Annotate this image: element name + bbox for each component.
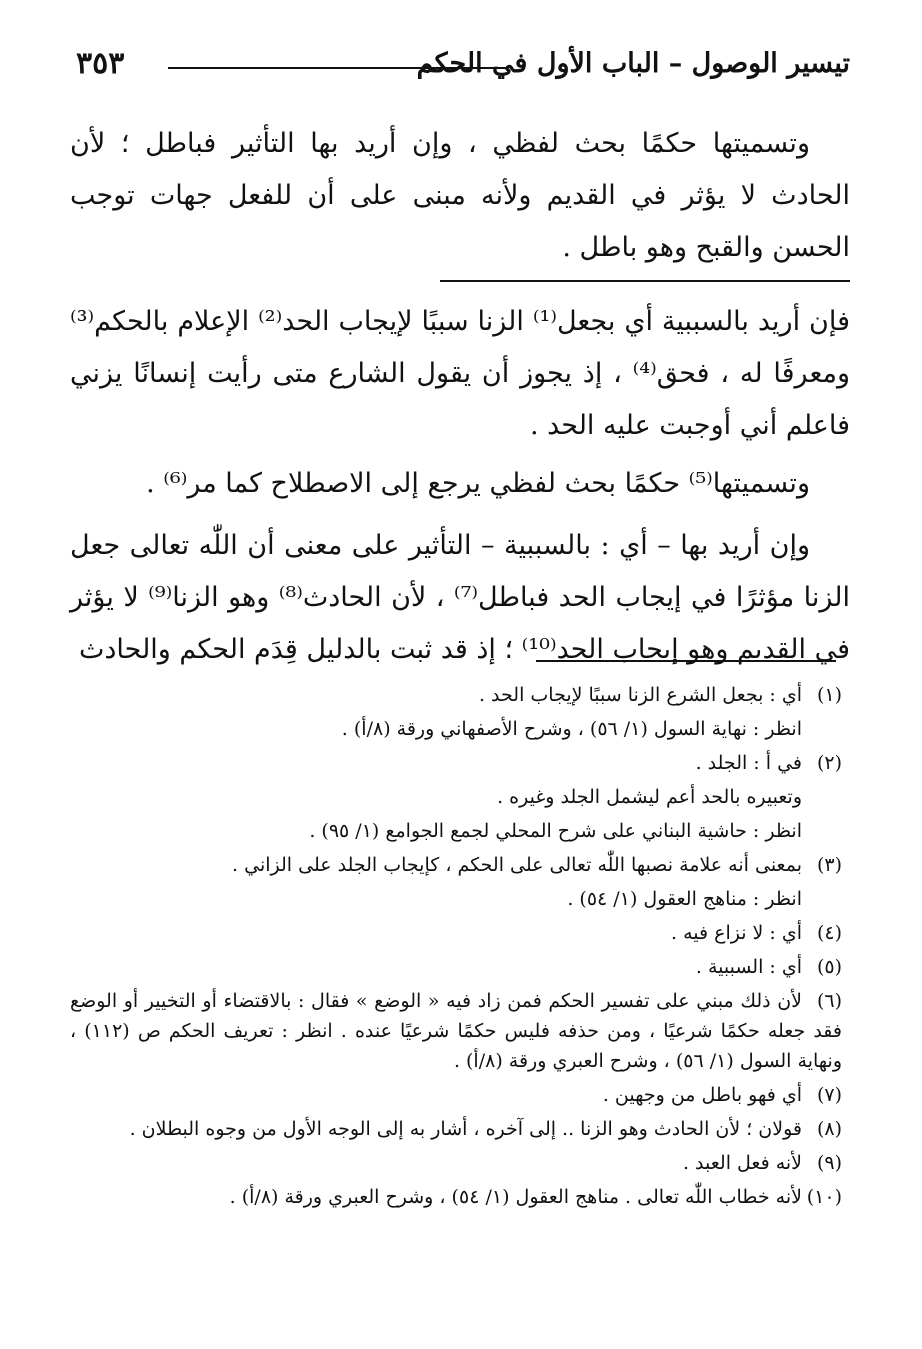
footnote-5 bbox=[70, 952, 842, 982]
footnote-3 bbox=[70, 850, 842, 880]
footnote-number: (٨) bbox=[816, 1118, 842, 1140]
footnote-4 bbox=[70, 918, 842, 948]
footnote-text: لأن ذلك مبني على تفسير الحكم فمن زاد فيه « الوضع » فقال : بالاقتضاء أو التخيير أو الوضع فقد جعله حكمًا شرعيًا ، ومن حذفه فليس حكمًا شرعيًا عنده . انظر : تعريف الحكم ص (١١٢) ، ونهاية السول (١/ ٥٦) ، وشرح العبري ورقة (٨/أ) . bbox=[70, 990, 842, 1072]
running-header bbox=[60, 44, 850, 94]
footnote-number: (٣) bbox=[816, 854, 842, 876]
footnote-text: أي : بجعل الشرع الزنا سببًا لإيجاب الحد . bbox=[478, 684, 802, 706]
paragraph-4: وإن أريد بها – أي : بالسببية – التأثير على معنى أن اللّٰه تعالى جعل الزنا مؤثرًا في إيجاب الحد فباطل⁽⁷⁾ ، لأن الحادث⁽⁸⁾ وهو الزنا⁽⁹⁾ لا يؤثر في القديم وهو إيجاب الحد⁽¹⁰⁾ ؛ إذ قد ثبت بالدليل قِدَم الحكم والحادث bbox=[70, 530, 850, 665]
paragraph-2: فإن أريد بالسببية أي بجعل⁽¹⁾ الزنا سببًا لإيجاب الحد⁽²⁾ الإعلام بالحكم⁽³⁾ ومعرفًا له ، فحق⁽⁴⁾ ، إذ يجوز أن يقول الشارع متى رأيت إنسانًا يزني فاعلم أني أوجبت عليه الحد . bbox=[70, 306, 851, 441]
footnotes-rule bbox=[536, 660, 836, 662]
footnote-number: (١٠) bbox=[806, 1186, 842, 1208]
running-title: تيسير الوصول – الباب الأول في الحكم bbox=[416, 48, 850, 79]
footnote-2-ref: انظر : حاشية البناني على شرح المحلي لجمع الجوامع (١/ ٩٥) . bbox=[309, 820, 802, 842]
footnote-3-ref: انظر : مناهج العقول (١/ ٥٤) . bbox=[567, 888, 802, 910]
footnote-6 bbox=[70, 986, 842, 1076]
footnote-text: لأنه فعل العبد . bbox=[682, 1152, 802, 1174]
footnote-number: (٢) bbox=[816, 752, 842, 774]
section-rule bbox=[440, 280, 850, 282]
footnote-text: أي : السببية . bbox=[695, 956, 802, 978]
footnote-text: بمعنى أنه علامة نصبها اللّٰه تعالى على الحكم ، كإيجاب الجلد على الزاني . bbox=[232, 854, 802, 876]
footnote-number: (٥) bbox=[816, 956, 842, 978]
footnote-text: في أ : الجلد . bbox=[695, 752, 802, 774]
footnotes bbox=[70, 680, 842, 1216]
footnote-number: (٩) bbox=[816, 1152, 842, 1174]
footnote-number: (١) bbox=[816, 684, 842, 706]
header-rule bbox=[168, 67, 506, 69]
footnote-2-note: وتعبيره بالحد أعم ليشمل الجلد وغيره . bbox=[497, 786, 802, 808]
paragraph-1: وتسميتها حكمًا بحث لفظي ، وإن أريد بها التأثير فباطل ؛ لأن الحادث لا يؤثر في القديم ولأنه مبنى على أن للفعل جهات توجب الحسن والقبح وهو باطل . bbox=[70, 128, 850, 263]
footnote-number: (٦) bbox=[816, 990, 842, 1012]
paragraph-3: وتسميتها⁽⁵⁾ حكمًا بحث لفظي يرجع إلى الاصطلاح كما مر⁽⁶⁾ . bbox=[146, 468, 810, 499]
footnote-7 bbox=[70, 1080, 842, 1110]
footnote-text: قولان ؛ لأن الحادث وهو الزنا .. إلى آخره ، أشار به إلى الوجه الأول من وجوه البطلان . bbox=[129, 1118, 802, 1140]
footnote-text: لأنه خطاب اللّٰه تعالى . مناهج العقول (١/ ٥٤) ، وشرح العبري ورقة (٨/أ) . bbox=[229, 1186, 802, 1208]
footnote-9 bbox=[70, 1148, 842, 1178]
footnote-1 bbox=[70, 680, 842, 710]
footnote-number: (٧) bbox=[816, 1084, 842, 1106]
page-number: ٣٥٣ bbox=[76, 46, 125, 81]
footnote-10 bbox=[70, 1182, 842, 1212]
footnote-8 bbox=[70, 1114, 842, 1144]
footnote-1-ref: انظر : نهاية السول (١/ ٥٦) ، وشرح الأصفهاني ورقة (٨/أ) . bbox=[341, 718, 802, 740]
footnote-text: أي : لا نزاع فيه . bbox=[670, 922, 802, 944]
footnote-2 bbox=[70, 748, 842, 778]
footnote-text: أي فهو باطل من وجهين . bbox=[602, 1084, 802, 1106]
main-text bbox=[70, 118, 850, 676]
footnote-number: (٤) bbox=[816, 922, 842, 944]
